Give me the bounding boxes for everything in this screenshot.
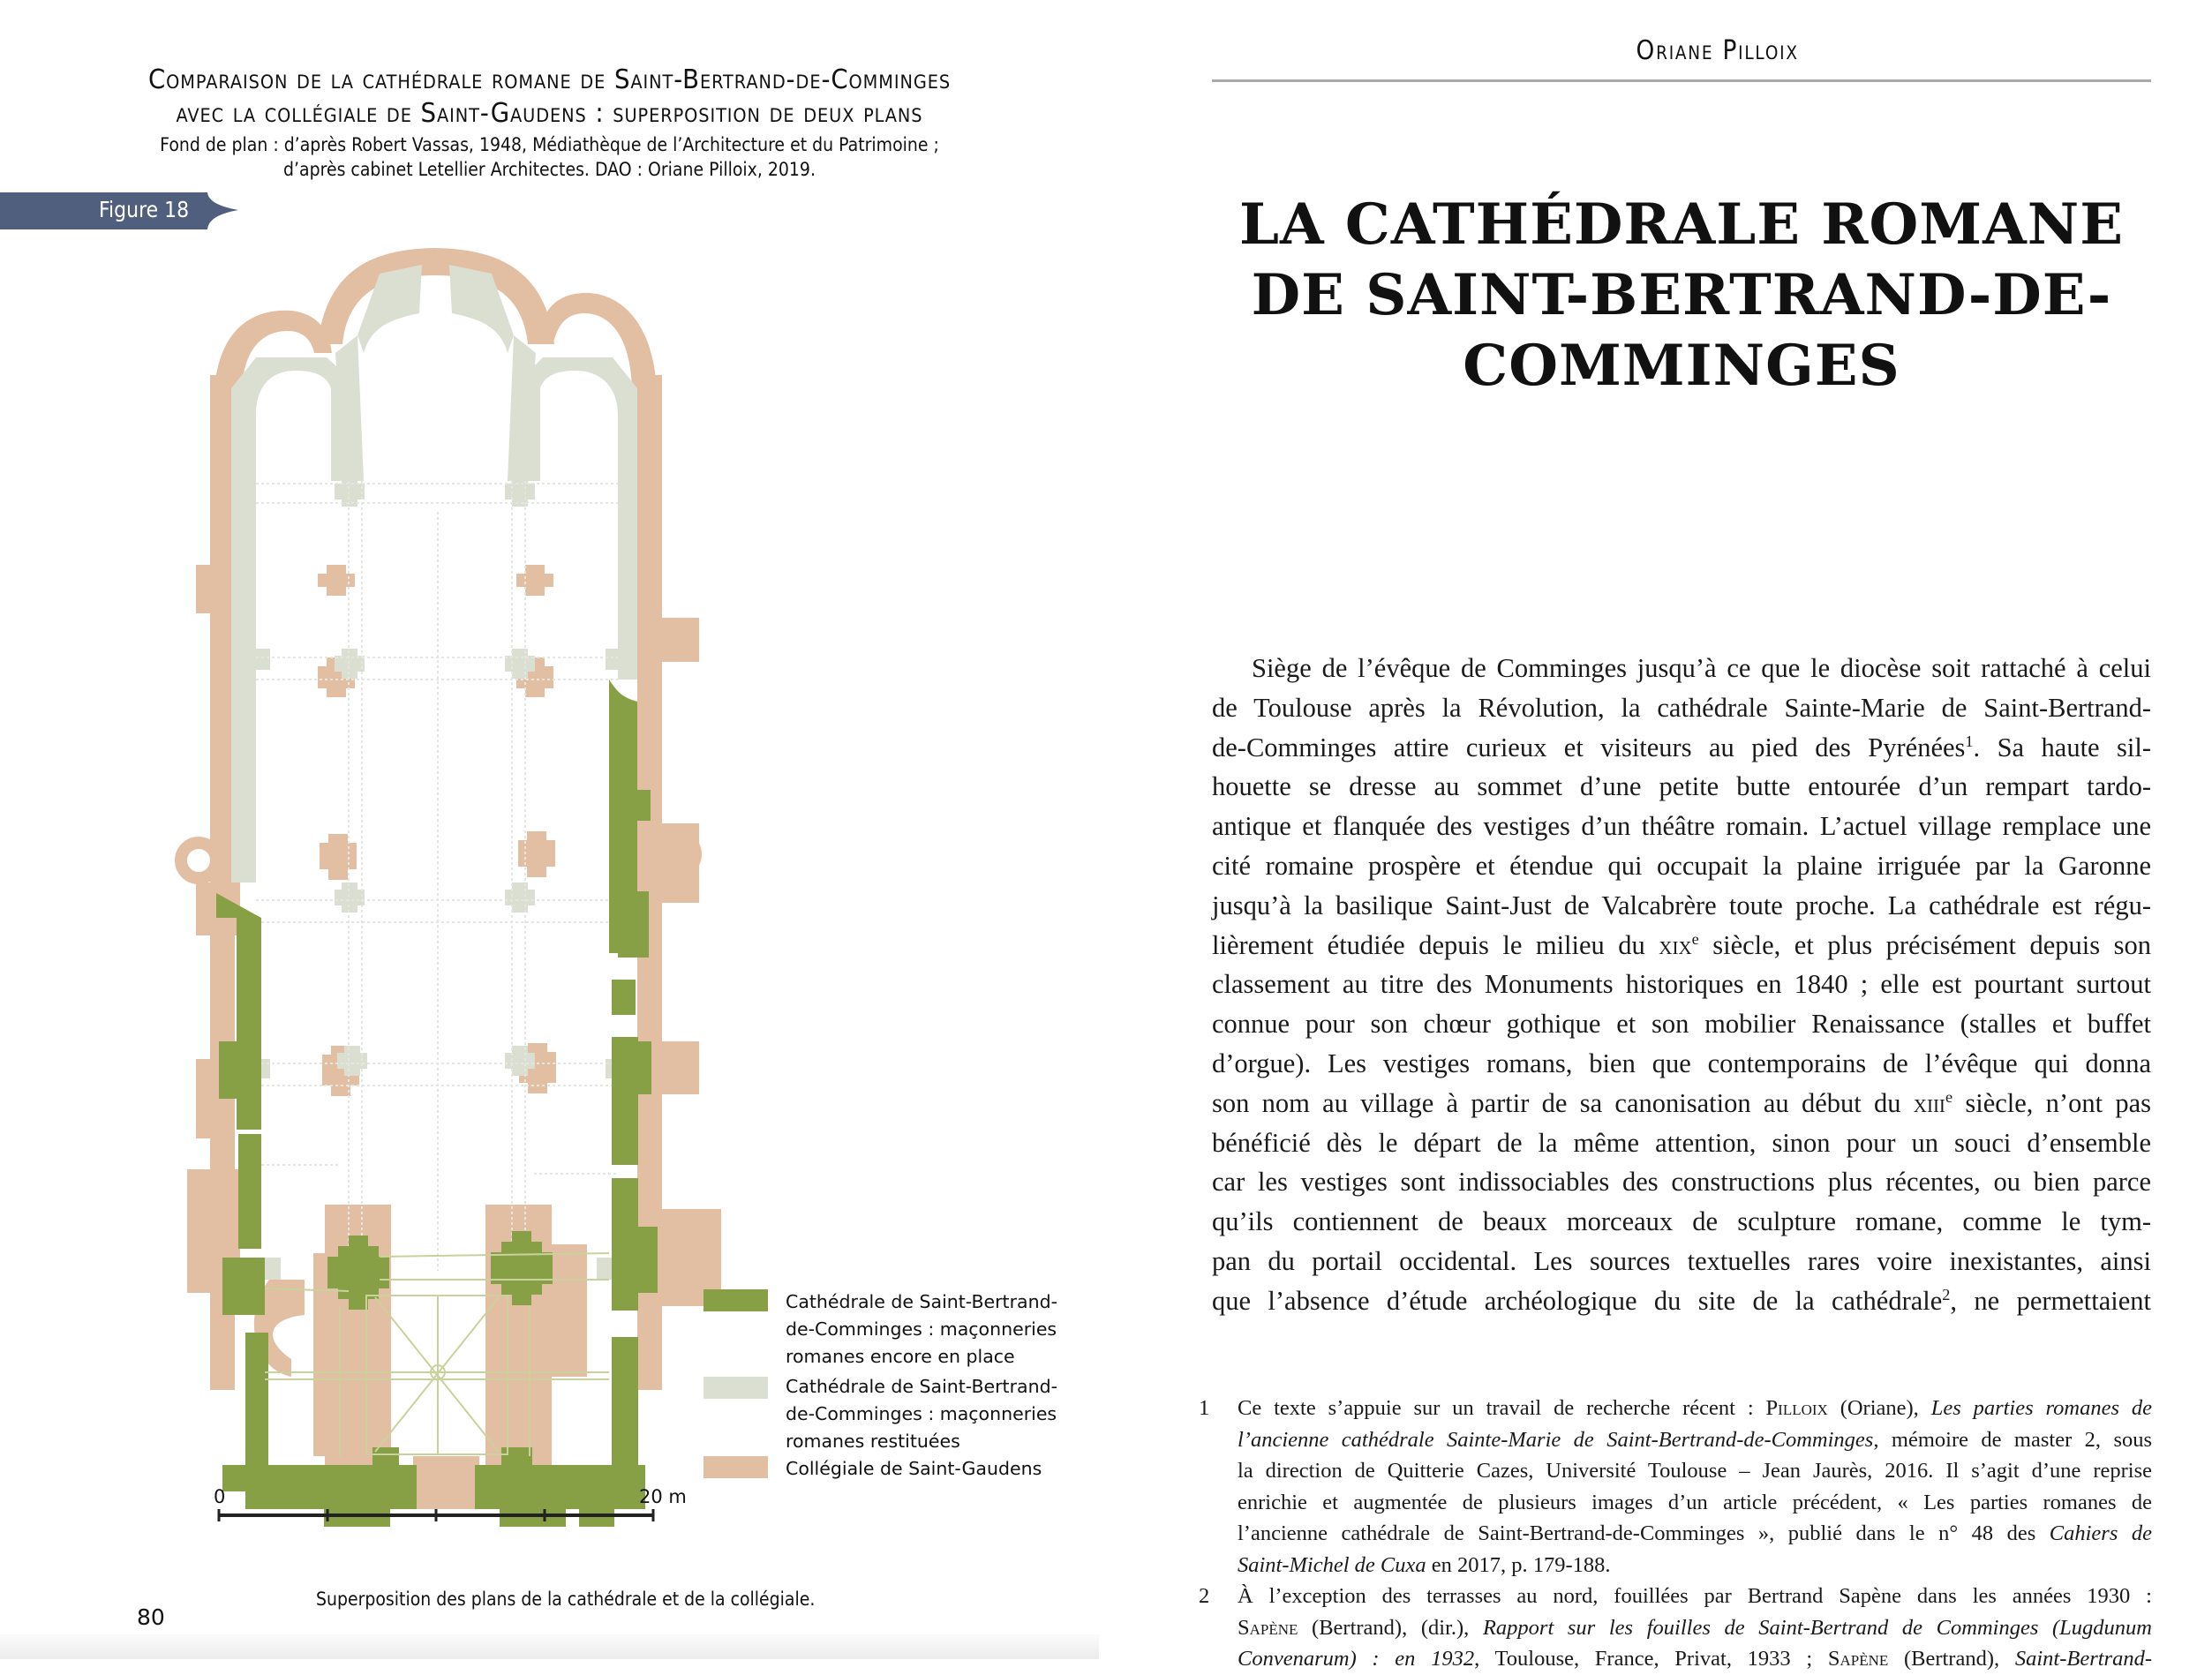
footnote-segment: Rapport sur les fouilles de Saint-Bertrand de Comminges (Lugdunum (1482, 1615, 2152, 1640)
footnote-segment: enrichie et augmentée de plusieurs images d’un article précédent, « Les parties romanes de (1238, 1490, 2152, 1514)
figure-label-tab (0, 192, 238, 229)
footnote-line (1238, 1612, 2152, 1644)
construction-lines (256, 481, 618, 1271)
page-number: 80 (137, 1604, 165, 1630)
legend-swatch-green (703, 1289, 768, 1311)
chapter-title-line: DE SAINT-BERTRAND-DE- (1251, 262, 2112, 328)
footnote-line (1238, 1393, 2152, 1424)
footnote-segment: (Bertrand), (dir.), (1298, 1615, 1483, 1640)
legend-line: Cathédrale de Saint-Bertrand- (786, 1291, 1057, 1312)
footnote-ref[interactable]: 1 (1965, 732, 1974, 750)
figure-credit-line: Fond de plan : d’après Robert Vassas, 1948, Médiathèque de l’Architecture et du Patrimoine ; (160, 134, 939, 155)
scale-bar (212, 1506, 662, 1525)
body-paragraph (1212, 649, 2151, 1321)
author-name: Oriane Pilloix (1636, 35, 1799, 66)
body-line: lièrement étudiée depuis le milieu du xix$^e$ siècle, et plus précisément depuis son (1212, 929, 2151, 960)
footnote-segment: , Toulouse, France, Privat, 1933 ; (1474, 1647, 1828, 1671)
chapter-title-line: LA CATHÉDRALE ROMANE (1238, 192, 2125, 258)
chapter-title-line: COMMINGES (1463, 333, 1900, 399)
body-line: car les vestiges sont indissociables des constructions plus récentes, ou bien parce (1212, 1167, 2151, 1198)
footnote-segment: (Bertrand), (1888, 1647, 2015, 1671)
body-line: d’orgue). Les vestiges romans, bien que contemporains de l’évêque qui donna (1212, 1048, 2151, 1078)
footnote-segment: Pilloix (1765, 1396, 1828, 1420)
ordinal-suffix: e (1691, 929, 1699, 948)
footnote-segment: Sapène (1827, 1647, 1889, 1671)
footnote-line (1238, 1550, 2152, 1581)
body-line: cité romaine prospère et étendue qui occupait la plaine irriguée par la Garonne (1212, 850, 2151, 881)
body-line: que l’absence d’étude archéologique du site de la cathédrale$^2$, ne permettaient (1212, 1285, 2151, 1316)
footnote-segment: Convenarum) : en 1932 (1238, 1647, 1475, 1671)
legend-line: Cathédrale de Saint-Bertrand- (786, 1376, 1057, 1397)
legend-label (786, 1455, 1077, 1483)
body-line: Siège de l’évêque de Comminges jusqu’à ce que le diocèse soit rattaché à celui (1252, 653, 2151, 683)
footnote (1199, 1581, 2152, 1675)
legend-swatch-gray (703, 1377, 768, 1399)
legend-line: Collégiale de Saint-Gaudens (786, 1458, 1042, 1479)
body-line: de-Comminges attire curieux et visiteurs au pied des Pyrénées$^1$. Sa haute sil- (1212, 732, 2151, 762)
footnote-segment: l’ancienne cathédrale Sainte-Marie de Saint-Bertrand-de-Comminges (1238, 1427, 1874, 1452)
figure-credit (0, 132, 1099, 182)
body-line: pan du portail occidental. Les sources textuelles rares voire inexistantes, ainsi (1212, 1245, 2151, 1276)
body-line: connue pour son chœur gothique et son mobilier Renaissance (stalles et buffet (1212, 1009, 2151, 1040)
body-line: classement au titre des Monuments historiques en 1840 ; elle est pourtant surtout (1212, 969, 2151, 1000)
century-numeral: xiii (1913, 1087, 1945, 1118)
footnote (1199, 1393, 2152, 1581)
legend-line: de-Comminges : maçonneries (786, 1318, 1057, 1340)
footnote-segment: la direction de Quitterie Cazes, Université Toulouse – Jean Jaurès, 2016. Il s’agit d’une reprise (1238, 1459, 2152, 1483)
legend-line: de-Comminges : maçonneries (786, 1403, 1057, 1424)
body-line: antique et flanquée des vestiges d’un théâtre romain. L’actuel village remplace une (1212, 811, 2151, 842)
collegiale-saint-gaudens-plan (181, 248, 721, 1509)
legend-label (786, 1373, 1077, 1455)
chapter-title (1212, 190, 2151, 402)
body-line: son nom au village à partir de sa canonisation au début du xiii$^e$ siècle, n’ont pas (1212, 1087, 2152, 1118)
figure-title (0, 64, 1099, 131)
footnote-line (1238, 1455, 2152, 1487)
footnote-segment: Cahiers de (2049, 1521, 2152, 1545)
footnotes (1199, 1393, 2152, 1675)
footnote-segment: en 2017, p. 179-188. (1426, 1552, 1611, 1577)
footnote-segment: l’ancienne cathédrale de Saint-Bertrand-de-Comminges », publié dans le n° 48 des (1238, 1521, 2050, 1545)
figure-title-line: Comparaison de la cathédrale romane de Saint-Bertrand-de-Comminges (147, 64, 952, 95)
footnote-line (1238, 1518, 2152, 1550)
footnote-segment: , mémoire de master 2, sous (1873, 1427, 2153, 1452)
ordinal-suffix: e (1945, 1087, 1953, 1106)
footnote-segment: Les parties romanes de (1930, 1396, 2152, 1420)
footnote-segment: Sapène (1238, 1615, 1298, 1640)
figure-credit-line: d’après cabinet Letellier Architectes. DAO : Oriane Pilloix, 2019. (283, 159, 816, 180)
footnote-number: 1 (1199, 1396, 1210, 1420)
body-line: houette se dresse au sommet d’une petite butte entourée d’un rempart tardo- (1212, 771, 2151, 802)
legend-line: romanes restituées (786, 1431, 960, 1452)
header-rule (1212, 79, 2151, 82)
body-line: jusqu’à la basilique Saint-Just de Valcabrère toute proche. La cathédrale est régu- (1212, 890, 2151, 920)
footnote-line (1238, 1424, 2152, 1456)
footnote-number: 2 (1199, 1584, 1210, 1608)
footnote-segment: Ce texte s’appuie sur un travail de recherche récent : (1238, 1396, 1766, 1420)
footnote-segment: (Oriane), (1827, 1396, 1931, 1420)
scale-end-label: 20 m (639, 1486, 687, 1507)
figure-label: Figure 18 (99, 197, 190, 222)
footnote-segment: Saint-Michel de Cuxa (1238, 1552, 1426, 1577)
figure-caption: Superposition des plans de la cathédrale et de la collégiale. (316, 1589, 816, 1610)
footnote-line (1238, 1581, 2152, 1612)
body-line: de Toulouse après la Révolution, la cathédrale Sainte-Marie de Saint-Bertrand- (1212, 692, 2151, 723)
footnote-line (1238, 1487, 2152, 1519)
scale-start-label: 0 (214, 1486, 226, 1507)
footnote-segment: Saint-Bertrand- (2014, 1647, 2152, 1671)
legend-label (786, 1288, 1077, 1371)
cathedrale-restituee-plan (231, 265, 637, 1280)
footnote-segment: À l’exception des terrasses au nord, fouillées par Bertrand Sapène dans les années 1930 : (1238, 1584, 2152, 1608)
legend-swatch-peach (703, 1456, 768, 1478)
figure-title-line: avec la collégiale de Saint-Gaudens : superposition de deux plans (176, 98, 923, 129)
footnote-ref[interactable]: 2 (1942, 1285, 1951, 1303)
century-numeral: xix (1659, 929, 1692, 960)
running-head (1099, 35, 2212, 66)
body-line: bénéficié dès le départ de la même attention, sinon pour un souci d’ensemble (1212, 1127, 2151, 1158)
body-line: qu’ils contiennent de beaux morceaux de sculpture romane, comme le tym- (1212, 1206, 2151, 1237)
page-bottom-shadow (0, 1634, 1099, 1659)
legend-line: romanes encore en place (786, 1346, 1015, 1367)
